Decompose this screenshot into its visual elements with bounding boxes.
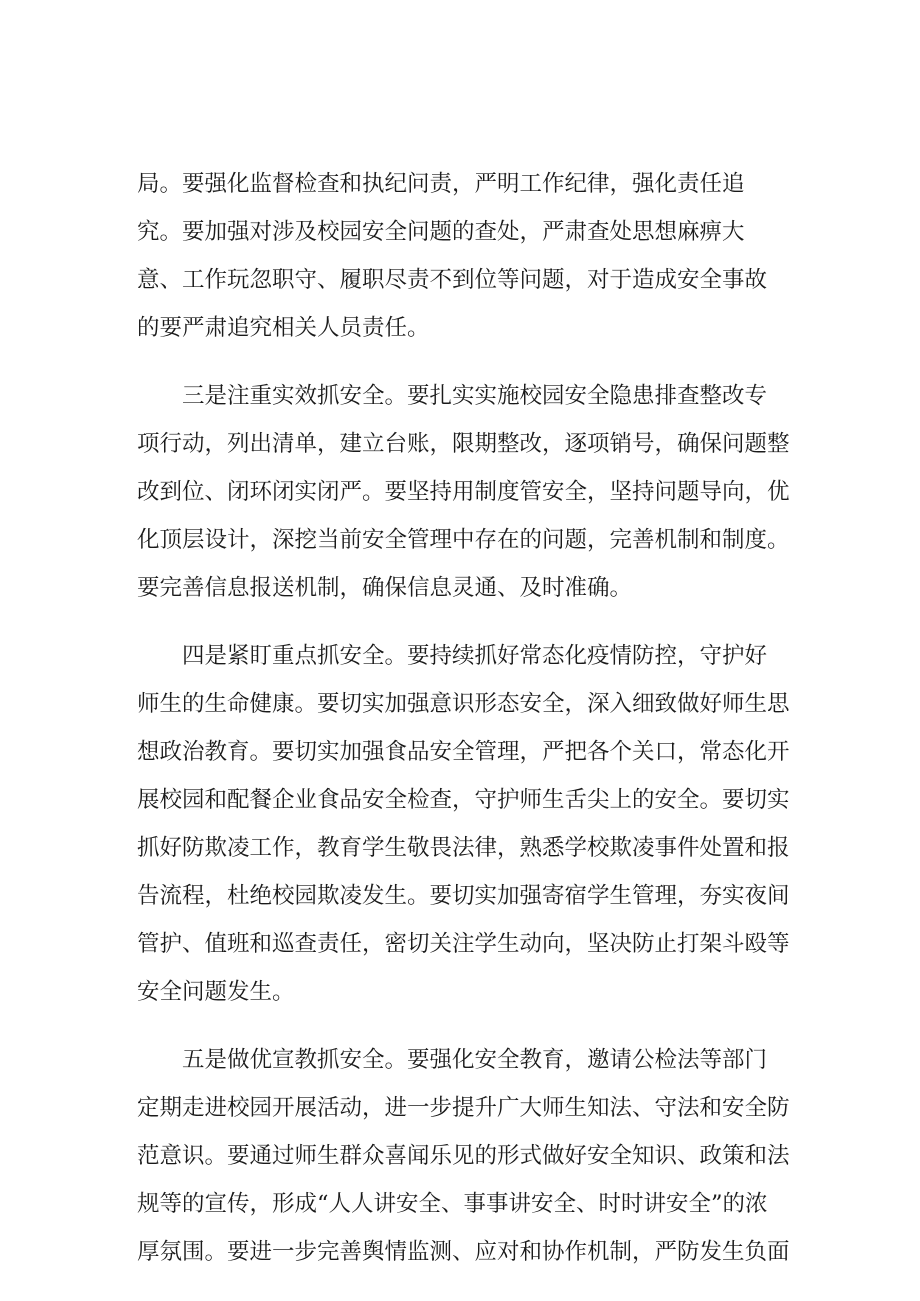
text-line: 意、工作玩忽职守、履职尽责不到位等问题，对于造成安全事故 (137, 267, 768, 293)
paragraph-continued (137, 160, 807, 352)
text-line: 局。要强化监督检查和执纪问责，严明工作纪律，强化责任追 (137, 171, 745, 197)
paragraph-five (137, 1036, 807, 1276)
text-line: 的要严肃追究相关人员责任。 (137, 315, 430, 341)
text-line: 究。要加强对涉及校园安全问题的查处，严肃查处思想麻痹大 (137, 219, 745, 245)
paragraph-gap (137, 352, 807, 372)
text-line: 四是紧盯重点抓安全。要持续抓好常态化疫情防控，守护好 (182, 643, 768, 669)
text-line: 三是注重实效抓安全。要扎实实施校园安全隐患排查整改专 (182, 383, 768, 409)
text-line: 管护、值班和巡查责任，密切关注学生动向，坚决防止打架斗殴等 (137, 931, 790, 957)
text-line: 告流程，杜绝校园欺凌发生。要切实加强寄宿学生管理，夯实夜间 (137, 883, 790, 909)
text-line: 项行动，列出清单，建立台账，限期整改，逐项销号，确保问题整 (137, 431, 790, 457)
text-line: 厚氛围。要进一步完善舆情监测、应对和协作机制，严防发生负面 (137, 1239, 790, 1265)
text-line: 定期走进校园开展活动，进一步提升广大师生知法、守法和安全防 (137, 1095, 790, 1121)
text-line: 要完善信息报送机制，确保信息灵通、及时准确。 (137, 575, 633, 601)
paragraph-gap (137, 1016, 807, 1036)
paragraph-gap (137, 612, 807, 632)
text-line: 想政治教育。要切实加强食品安全管理，严把各个关口，常态化开 (137, 739, 790, 765)
paragraph-four (137, 632, 807, 1016)
document-body (137, 160, 807, 1276)
text-line: 五是做优宣教抓安全。要强化安全教育，邀请公检法等部门 (182, 1047, 768, 1073)
text-line: 改到位、闭环闭实闭严。要坚持用制度管安全，坚持问题导向，优 (137, 479, 790, 505)
text-line: 抓好防欺凌工作，教育学生敬畏法律，熟悉学校欺凌事件处置和报 (137, 835, 790, 861)
text-line: 师生的生命健康。要切实加强意识形态安全，深入细致做好师生思 (137, 691, 790, 717)
text-line: 规等的宣传，形成“人人讲安全、事事讲安全、时时讲安全”的浓 (137, 1191, 768, 1217)
text-line: 展校园和配餐企业食品安全检查，守护师生舌尖上的安全。要切实 (137, 787, 790, 813)
paragraph-three (137, 372, 807, 612)
text-line: 化顶层设计，深挖当前安全管理中存在的问题，完善机制和制度。 (137, 527, 790, 553)
text-line: 安全问题发生。 (137, 979, 295, 1005)
text-line: 范意识。要通过师生群众喜闻乐见的形式做好安全知识、政策和法 (137, 1143, 790, 1169)
